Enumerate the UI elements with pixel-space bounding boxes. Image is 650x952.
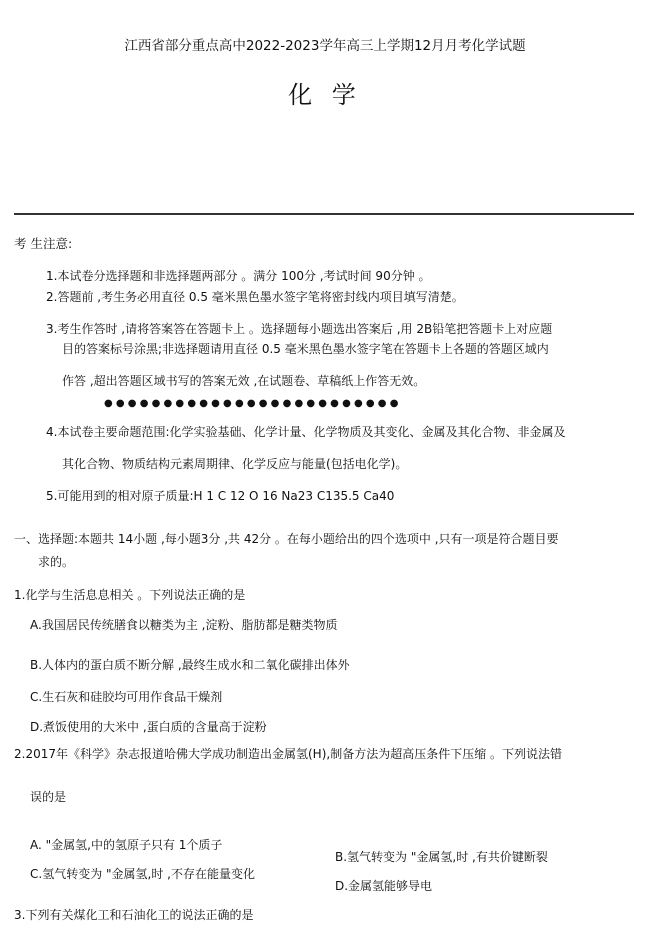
notice-heading: 考 生注意:	[14, 236, 73, 251]
notice-item-4-line1: 4.本试卷主要命题范围:化学实验基础、化学计量、化学物质及其变化、金属及其化合物、非金属及	[46, 425, 566, 439]
notice-item-5: 5.可能用到的相对原子质量:H 1 C 12 O 16 Na23 C135.5 Ca40	[46, 489, 395, 503]
section-1-line1: 一、选择题:本题共 14小题 ,每小题3分 ,共 42分 。在每小题给出的四个选项中 ,只有一项是符合题目要	[14, 532, 559, 546]
exam-title: 江西省部分重点高中2022-2023学年高三上学期12月月考化学试题	[124, 38, 526, 54]
subject-title: 化 学	[288, 81, 362, 109]
question-2-option-b: B.氢气转变为 "金属氢,时 ,有共价键断裂	[335, 850, 548, 864]
question-3-stem: 3.下列有关煤化工和石油化工的说法正确的是	[14, 908, 254, 922]
question-2-option-a: A. "金属氢,中的氢原子只有 1个质子	[30, 838, 223, 852]
question-2-stem-line2: 误的是	[30, 790, 67, 804]
notice-item-4-line2: 其化合物、物质结构元素周期律、化学反应与能量(包括电化学)。	[62, 457, 408, 471]
notice-item-2: 2.答题前 ,考生务必用直径 0.5 毫米黑色墨水签字笔将密封线内项目填写清楚。	[46, 290, 464, 304]
notice-item-3-line2: 目的答案标号涂黑;非选择题请用直径 0.5 毫米黑色墨水签字笔在答题卡上各题的答题区域内	[62, 342, 549, 356]
question-2-option-c: C.氢气转变为 "金属氢,时 ,不存在能量变化	[30, 867, 255, 881]
header-divider	[14, 213, 634, 215]
question-1-option-a: A.我国居民传统膳食以糖类为主 ,淀粉、脂肪都是糖类物质	[30, 618, 338, 632]
dot-row: ● ● ● ● ● ● ● ● ● ● ● ● ● ● ● ● ● ● ● ● ● ● ● ● ●	[104, 398, 399, 409]
notice-item-3-line3: 作答 ,超出答题区域书写的答案无效 ,在试题卷、草稿纸上作答无效。	[62, 374, 426, 388]
question-1-option-b: B.人体内的蛋白质不断分解 ,最终生成水和二氧化碳排出体外	[30, 658, 350, 672]
section-1-line2: 求的。	[38, 555, 75, 569]
question-1-option-c: C.生石灰和硅胶均可用作食品干燥剂	[30, 690, 223, 704]
question-2-stem-line1: 2.2017年《科学》杂志报道哈佛大学成功制造出金属氢(H),制备方法为超高压条件下压缩 。下列说法错	[14, 747, 563, 761]
question-2-option-d: D.金属氢能够导电	[335, 879, 433, 893]
question-1-option-d: D.煮饭使用的大米中 ,蛋白质的含量高于淀粉	[30, 720, 267, 734]
notice-item-1: 1.本试卷分选择题和非选择题两部分 。满分 100分 ,考试时间 90分钟 。	[46, 269, 431, 283]
question-1-stem: 1.化学与生活息息相关 。下列说法正确的是	[14, 588, 246, 602]
notice-item-3-line1: 3.考生作答时 ,请将答案答在答题卡上 。选择题每小题选出答案后 ,用 2B铅笔把答题卡上对应题	[46, 322, 553, 336]
